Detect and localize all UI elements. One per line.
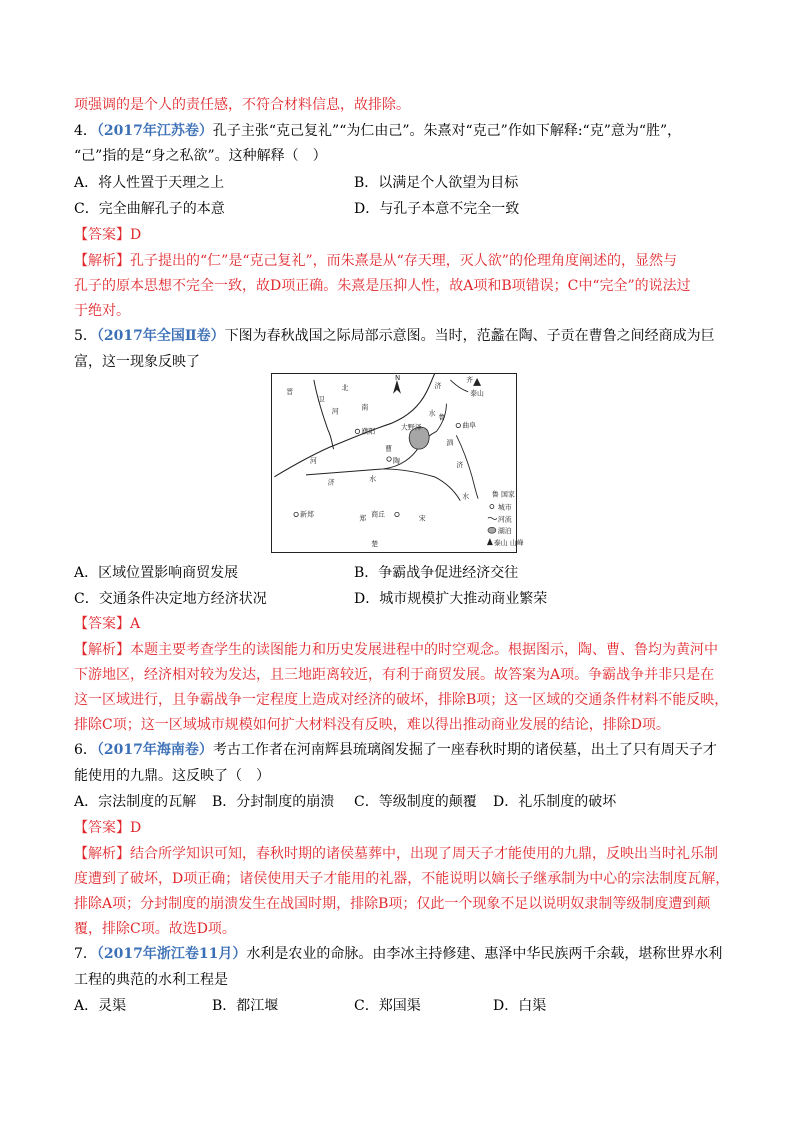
map-label: 河 (309, 457, 317, 465)
q5-option-a: A．区域位置影响商贸发展 (74, 565, 239, 581)
q4-option-d: D．与孔子本意不完全一致 (354, 201, 520, 217)
q7-source: （2017年浙江卷11月） (96, 946, 247, 962)
q6-number: 6． (74, 742, 97, 758)
q7-option-b: B．都江堰 (212, 998, 279, 1014)
city-marker (387, 457, 391, 461)
q4-option-b: B．以满足个人欲望为目标 (354, 175, 519, 191)
q7-number: 7． (74, 946, 97, 962)
map-label: 南 (361, 403, 369, 412)
map-label: 陶 (393, 457, 400, 465)
legend-item: 湖泊 (497, 527, 512, 536)
mountain-icon (473, 378, 481, 386)
q6-option-b: B．分封制度的崩溃 (212, 794, 335, 810)
city-marker (395, 512, 399, 516)
q7-option-a: A．灵渠 (74, 998, 127, 1014)
q6-stem-text: 考古工作者在河南辉县琉璃阁发掘了一座春秋时期的诸侯墓，出土了只有周天子才 (212, 742, 717, 758)
q4-analysis-line: 孔子的原本思想不完全一致，故D项正确。朱熹是压抑人性，故A项和B项错误；C中“完全”的说法过 (74, 278, 691, 294)
q5-analysis-line: 【解析】本题主要考查学生的读图能力和历史发展进程中的时空观念。根据图示，陶、曹、鲁均为黄河中 (74, 642, 718, 658)
q5-analysis-line: 下游地区，经济相对较为发达，且三地距离较近，有利于商贸发展。故答案为A项。争霸战争并非只是在 (74, 667, 715, 683)
map-label: 卫 (317, 395, 325, 404)
map-figure (272, 373, 524, 552)
map-label: 商丘 (371, 510, 386, 519)
q4-answer: 【答案】D (74, 227, 142, 243)
q6-answer: 【答案】D (74, 820, 142, 836)
city-marker (294, 512, 298, 516)
map-label: 宋 (418, 514, 426, 523)
q6-stem-line2: 能使用的九鼎。这反映了（ ） (74, 768, 270, 784)
q5-stem-line2: 富，这一现象反映了 (74, 354, 200, 370)
map-label: 濮阳 (361, 427, 376, 436)
north-label: N (394, 373, 401, 382)
q6-option-c: C．等级制度的颠覆 (354, 794, 477, 810)
q5-answer: 【答案】A (74, 616, 141, 632)
map-label: 济 (456, 460, 464, 469)
q5-option-b: B．争霸战争促进经济交往 (354, 565, 519, 581)
q4-option-a: A．将人性置于天理之上 (74, 175, 225, 191)
q4-stem-line1 (74, 121, 681, 141)
map-label: 鲁 (438, 413, 446, 422)
spring-autumn-map (271, 373, 524, 553)
q5-analysis-line: 这一区域进行，且争霸战争一定程度上造成对经济的破坏，排除B项；这一区域的交通条件材料不能反映， (74, 692, 729, 708)
q5-stem-text: 下图为春秋战国之际局部示意图。当时，范蠡在陶、子贡在曹鲁之间经商成为巨 (224, 328, 715, 344)
q5-option-d: D．城市规模扩大推动商业繁荣 (354, 591, 548, 607)
q5-analysis-line: 排除C项；这一区域城市规模如何扩大材料没有反映，难以得出推动商业发展的结论，排除D项。 (74, 717, 670, 733)
river-line (314, 380, 334, 449)
map-label: 曲阜 (462, 421, 477, 430)
map-label: 新郑 (300, 510, 314, 519)
q4-stem-line2: “己”指的是“身之私欲”。这种解释（ ） (74, 148, 327, 164)
legend-mountain-icon (487, 538, 493, 545)
map-label: 北 (341, 383, 349, 392)
q6-analysis-line: 【解析】结合所学知识可知，春秋时期的诸侯墓葬中，出现了周天子才能使用的九鼎，反映出当时礼乐制 (74, 846, 718, 862)
q5-stem-line1 (74, 326, 715, 346)
q6-analysis-line: 度遭到了破坏，D项正确；诸侯使用天子才能用的礼器，不能说明以嫡长子继承制为中心的宗法制度瓦解， (74, 871, 730, 887)
legend-river-icon (488, 517, 497, 519)
q5-option-c: C．交通条件决定地方经济状况 (74, 591, 267, 607)
map-label: 泗 (446, 439, 454, 448)
city-marker (456, 423, 460, 427)
q5-number: 5． (74, 328, 97, 344)
q6-source: （2017年海南卷） (96, 742, 213, 758)
q5-source: （2017年全国Ⅱ卷） (96, 328, 225, 344)
q7-stem-line2: 工程的典范的水利工程是 (74, 972, 228, 988)
map-label: 水 (369, 474, 377, 483)
map-label: 济 (327, 478, 335, 487)
map-label: 齐 (466, 375, 474, 384)
si-river-line (383, 469, 460, 501)
map-label: 大野泽 (400, 423, 422, 432)
legend-item: 鲁 国家 (491, 490, 515, 499)
map-label: 河 (331, 407, 339, 416)
map-label: 楚 (371, 540, 379, 549)
map-label: 泰山 (470, 389, 484, 398)
q4-option-c: C．完全曲解孔子的本意 (74, 201, 225, 217)
q6-option-a: A．宗法制度的瓦解 (74, 794, 197, 810)
legend-city-icon (490, 505, 494, 509)
q7-option-d: D．白渠 (493, 998, 547, 1014)
q6-option-d: D．礼乐制度的破坏 (493, 794, 617, 810)
legend-item: 城市 (497, 503, 512, 512)
q4-stem-text: 孔子主张“克己复礼”“为仁由己”。朱熹对“克己”作如下解释:“克”意为“胜”， (212, 123, 682, 139)
legend-item: 河流 (497, 515, 512, 524)
map-label: 水 (428, 409, 436, 418)
q7-stem-text: 水利是农业的命脉。由李冰主持修建、惠泽中华民族两千余载，堪称世界水利 (246, 946, 723, 962)
city-marker (355, 429, 359, 433)
map-label: 水 (462, 492, 470, 501)
legend-item: 泰山 山峰 (493, 539, 524, 548)
north-arrow-icon (393, 380, 401, 394)
map-label: 晋 (286, 387, 294, 396)
q7-option-c: C．郑国渠 (354, 998, 421, 1014)
map-label: 曹 (385, 445, 393, 454)
q3-analysis-tail: 项强调的是个人的责任感，不符合材料信息，故排除。 (74, 97, 410, 113)
q6-analysis-line: 排除A项；分封制度的崩溃发生在战国时期，排除B项；仅此一个现象不足以说明奴隶制等级制度遭到颠 (74, 896, 711, 912)
map-label: 济 (434, 381, 442, 390)
q4-analysis-line: 【解析】孔子提出的“仁”是“克己复礼”，而朱熹是从“存天理，灭人欲”的伦理角度阐述的，显然与 (74, 253, 677, 269)
q7-stem-line1 (74, 944, 722, 964)
q4-source: （2017年江苏卷） (96, 123, 213, 139)
legend-lake-icon (488, 527, 496, 533)
map-label: 郑 (359, 514, 367, 523)
q4-number: 4． (74, 123, 97, 139)
q6-stem-line1 (74, 740, 717, 760)
q4-analysis-line: 于绝对。 (74, 303, 130, 319)
q6-analysis-line: 覆，排除C项。故选D项。 (74, 921, 236, 937)
